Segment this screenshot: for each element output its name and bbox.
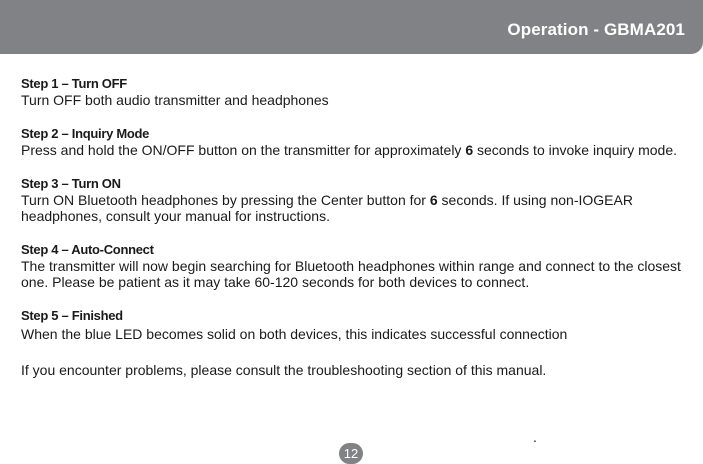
step-body <box>21 142 686 158</box>
step-title: Step 5 – Finished <box>21 308 123 323</box>
instructions <box>21 76 686 378</box>
step-title: Step 2 – Inquiry Mode <box>21 126 150 141</box>
stray-mark: . <box>533 429 537 445</box>
step-4 <box>21 242 686 290</box>
header-bar <box>0 0 703 54</box>
step-body <box>21 258 686 290</box>
step-emphasis: 6 <box>465 142 474 158</box>
page-title: Operation - GBMA201 <box>507 20 685 39</box>
step-title: Step 3 – Turn ON <box>21 176 121 191</box>
step-body <box>21 192 686 224</box>
step-text: seconds to invoke inquiry mode. <box>473 142 678 158</box>
step-2 <box>21 126 686 158</box>
step-text: When the blue LED becomes solid on both devices, this indicates successful connection <box>21 326 568 342</box>
step-body <box>21 326 686 342</box>
step-text: Turn ON Bluetooth headphones by pressing the Center button for <box>21 192 430 208</box>
step-title: Step 1 – Turn OFF <box>21 76 127 91</box>
step-text: The transmitter will now begin searching for Bluetooth headphones within range and connect to the closest one. Please be patient as it may take 60-120 seconds for both devices to connect. <box>21 258 681 290</box>
step-text: Press and hold the ON/OFF button on the transmitter for approximately <box>21 142 466 158</box>
step-emphasis: 6 <box>429 192 438 208</box>
step-title: Step 4 – Auto-Connect <box>21 242 154 257</box>
step-1 <box>21 76 686 108</box>
troubleshooting-note: If you encounter problems, please consult the troubleshooting section of this manual. <box>21 362 547 378</box>
step-body <box>21 92 686 108</box>
step-text: Turn OFF both audio transmitter and headphones <box>21 92 329 108</box>
step-3 <box>21 176 686 224</box>
page-number-badge: 12 <box>339 443 363 464</box>
step-text: seconds. If using non-IOGEAR headphones, consult your manual for instructions. <box>21 192 633 224</box>
step-5 <box>21 308 686 342</box>
